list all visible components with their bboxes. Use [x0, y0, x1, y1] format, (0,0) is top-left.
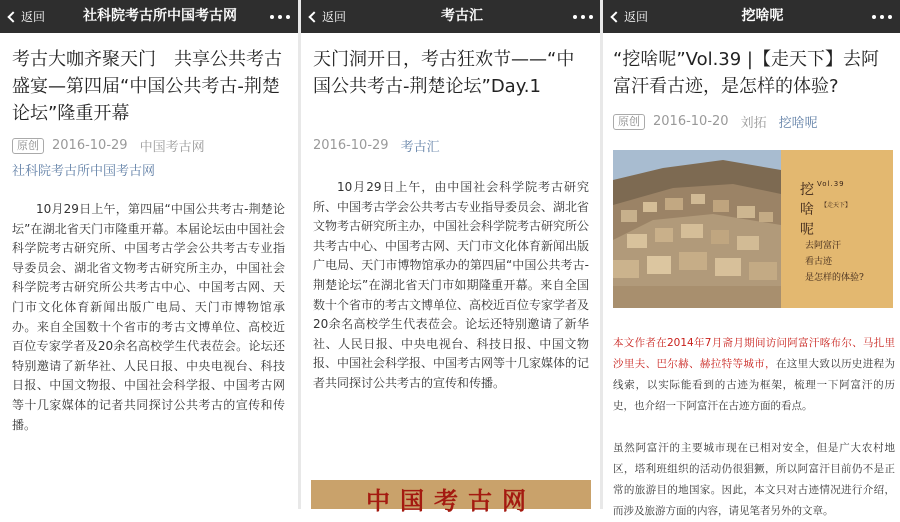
- chevron-left-icon: [7, 11, 18, 22]
- intro-text: 在这里大致以历史进程为线索，以实际能看到的古迹为框架，梳理一下阿富汗的历史，也介绍一下阿富汗在古迹方面的看点。: [613, 358, 896, 412]
- back-label: 返回: [624, 10, 649, 24]
- banner-image: [311, 480, 591, 515]
- poster-vol: Vol.39: [817, 180, 845, 188]
- nav-bar: [0, 0, 298, 33]
- article-panel-1: [0, 0, 298, 509]
- article-meta: [613, 112, 818, 131]
- nav-bar: [603, 0, 900, 33]
- article-panel-3: [603, 0, 900, 517]
- afghanistan-photo: [613, 150, 781, 308]
- poster-brand: 挖啥呢: [800, 182, 814, 238]
- chevron-left-icon: [308, 11, 319, 22]
- account-link[interactable]: 社科院考古所中国考古网: [12, 164, 156, 179]
- back-button[interactable]: [307, 0, 346, 33]
- original-badge: 原创: [613, 114, 645, 130]
- poster-series: 【走天下】: [821, 202, 852, 209]
- hillside-village-image: [613, 150, 781, 308]
- back-label: 返回: [21, 10, 46, 24]
- article-title: 考古大咖齐聚天门 共享公共考古盛宴—第四届“中国公共考古-荆楚论坛”隆重开幕: [12, 49, 282, 124]
- author-name: 刘拓: [740, 116, 767, 131]
- more-icon[interactable]: [872, 15, 892, 19]
- nav-title: 挖啥呢: [741, 8, 784, 24]
- nav-title: 考古汇: [441, 8, 483, 24]
- publish-date: 2016-10-29: [313, 138, 389, 153]
- article-title: “挖啥呢”Vol.39 |【走天下】去阿富汗看古迹，是怎样的体验?: [613, 49, 879, 97]
- more-icon[interactable]: [573, 15, 593, 19]
- poster-caption: 去阿富汗 看古迹 是怎样的体验?: [805, 241, 864, 283]
- back-button[interactable]: [6, 0, 45, 33]
- series-poster: [781, 150, 893, 308]
- account-link[interactable]: 挖啥呢: [778, 116, 818, 131]
- original-badge: 原创: [12, 138, 44, 154]
- account-link[interactable]: 考古汇: [400, 140, 440, 155]
- nav-bar: [301, 0, 601, 33]
- source-name: 中国考古网: [139, 140, 205, 155]
- intro-highlight: 本文作者在2014年7月斋月期间访问阿富汗喀布尔、马扎里沙里夫、巴尔赫、赫拉特等城市，: [613, 337, 895, 370]
- banner-text: 中国考古网: [366, 486, 536, 515]
- article-title: 天门洞开日，考古狂欢节——“中国公共考古-荆楚论坛”Day.1: [313, 49, 575, 97]
- article-meta: [12, 136, 205, 155]
- article-meta: [313, 136, 440, 155]
- article-body: 虽然阿富汗的主要城市现在已相对安全，但是广大农村地区，塔利班组织的活动仍很猖獗，所以阿富汗目前仍不是正常的旅游目的地国家。因此，本文只对古迹情况进行介绍，而涉及旅游方面的内容，请见笔者另外的文章。: [613, 442, 895, 517]
- back-label: 返回: [322, 10, 347, 24]
- article-body: 10月29日上午，由中国社会科学院考古研究所、中国考古学会公共考古专业指导委员会、湖北省文物考古研究所主办，中国社会科学院考古研究所公共考古中心、中国考古网、天门市文化体育新闻出版广电局、天门市博物馆承办的第四届“中国公共考古-荆楚论坛”在湖北省天门市如期隆重开幕。来自全国数十个省市的考古文博单位、高校近百位专家学者及20余名高校学生代表莅会。论坛还特别邀请了新华社、人民日报、中央电视台、科技日报、中国文物报、中国社会科学报、中国考古网等十几家媒体的记者共同探讨公共考古的宣传和传播。: [313, 180, 590, 390]
- chevron-left-icon: [610, 11, 621, 22]
- back-button[interactable]: [609, 0, 648, 33]
- article-intro: [613, 333, 895, 417]
- publish-date: 2016-10-29: [52, 138, 128, 153]
- article-panel-2: [301, 0, 601, 515]
- publish-date: 2016-10-20: [653, 114, 729, 129]
- article-body: 10月29日上午，第四届“中国公共考古-荆楚论坛”在湖北省天门市隆重开幕。本届论坛由中国社会科学院考古研究所、中国考古学会公共考古专业指导委员会、湖北省文物考古研究所主办，中国社会科学院考古研究所公共考古中心、中国考古网、天门市文化体育新闻出版广电局、天门市博物馆承办。来自全国数十个省市的考古文博单位、高校近百位专家学者及20余名高校学生代表莅会。论坛还特别邀请了新华社、人民日报、中央电视台、科技日报、中国文物报、中国社会科学报、中国考古网等十几家媒体的记者共同探讨公共考古的宣传和传播。: [12, 202, 285, 432]
- more-icon[interactable]: [270, 15, 290, 19]
- nav-title: 社科院考古所中国考古网: [83, 8, 237, 24]
